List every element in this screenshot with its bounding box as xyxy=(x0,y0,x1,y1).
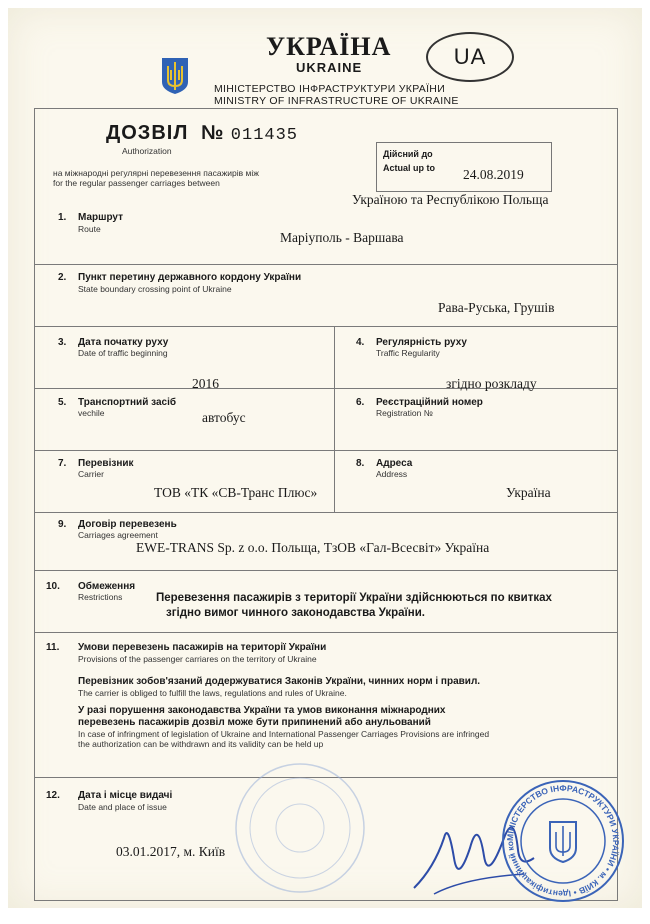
validity-box xyxy=(376,142,552,192)
permit-document xyxy=(8,8,642,908)
field-7-label: Перевізник xyxy=(78,458,134,469)
validity-label-en: Actual up to xyxy=(383,163,435,173)
divider xyxy=(34,512,618,513)
country-code-badge xyxy=(426,32,514,82)
faint-stamp-icon xyxy=(232,760,368,901)
field-2-label-en: State boundary crossing point of Ukraine xyxy=(78,284,232,294)
field-9-label: Договір перевезень xyxy=(78,519,177,530)
permit-description-ua: на міжнародні регулярні перевезення пасажирів між xyxy=(53,168,259,178)
field-9-label-en: Carriages agreement xyxy=(78,530,158,540)
permit-title xyxy=(106,122,298,145)
field-4-value: згідно розкладу xyxy=(446,376,537,391)
field-11-infringement-ua-1: У разі порушення законодавства України та умов виконання міжнародних xyxy=(78,705,446,716)
field-2-number: 2. xyxy=(58,272,67,283)
ministry-name-ua: МІНІСТЕРСТВО ІНФРАСТРУКТУРИ УКРАЇНИ xyxy=(214,83,446,95)
field-5-label-en: vechile xyxy=(78,408,105,418)
field-6-label-en: Registration № xyxy=(376,408,433,418)
field-8-value: Україна xyxy=(506,485,551,500)
field-11-infringement-en-2: the authorization can be withdrawn and its validity can be held up xyxy=(78,739,324,749)
field-11-label-en: Provisions of the passenger carriares on the territory of Ukraine xyxy=(78,654,317,664)
field-12-label: Дата і місце видачі xyxy=(78,790,173,801)
field-11-obligation-ua: Перевізник зобов'язаний додержуватися Законів України, чинних норм і правил. xyxy=(78,676,481,687)
field-10-label: Обмеження xyxy=(78,581,136,592)
field-7-value: ТОВ «ТК «СВ-Транс Плюс» xyxy=(154,485,318,500)
official-stamp xyxy=(500,778,626,904)
validity-label-ua: Дійсний до xyxy=(383,149,433,159)
field-7-label-en: Carrier xyxy=(78,469,104,479)
field-12-number: 12. xyxy=(46,790,60,801)
field-1-label-en: Route xyxy=(78,224,101,234)
field-2-value: Рава-Руська, Грушів xyxy=(438,300,555,315)
field-10-value-line-2: згідно вимог чинного законодавства України. xyxy=(166,607,425,619)
validity-date: 24.08.2019 xyxy=(463,167,524,182)
country-title-ua: УКРАЇНА xyxy=(266,32,392,61)
coat-of-arms-icon xyxy=(160,56,190,96)
field-7-number: 7. xyxy=(58,458,67,469)
permit-number-sign: № xyxy=(200,122,225,144)
divider xyxy=(34,570,618,571)
field-4-label: Регулярність руху xyxy=(376,337,467,348)
field-3-value: 2016 xyxy=(192,376,219,391)
field-3-number: 3. xyxy=(58,337,67,348)
field-3-label-en: Date of traffic beginning xyxy=(78,348,168,358)
field-1-value: Маріуполь - Варшава xyxy=(280,230,404,245)
field-10-number: 10. xyxy=(46,581,60,592)
ministry-name-en: MINISTRY OF INFRASTRUCTURE OF UKRAINE xyxy=(214,95,459,107)
divider xyxy=(34,326,618,327)
divider xyxy=(34,632,618,633)
field-6-label: Реєстраційний номер xyxy=(376,397,483,408)
field-11-label: Умови перевезень пасажирів на території України xyxy=(78,642,327,653)
permit-between-countries: Україною та Республікою Польща xyxy=(352,192,549,207)
divider xyxy=(34,264,618,265)
field-6-number: 6. xyxy=(356,397,365,408)
divider xyxy=(34,450,618,451)
field-3-label: Дата початку руху xyxy=(78,337,169,348)
column-divider xyxy=(334,326,335,512)
field-10-label-en: Restrictions xyxy=(78,592,123,602)
permit-title-ua: ДОЗВІЛ xyxy=(106,122,189,144)
field-5-label: Транспортний засіб xyxy=(78,397,177,408)
field-8-number: 8. xyxy=(356,458,365,469)
field-11-number: 11. xyxy=(46,642,60,653)
field-12-value: 03.01.2017, м. Київ xyxy=(116,844,226,859)
field-8-label-en: Address xyxy=(376,469,408,479)
permit-number: 011435 xyxy=(230,126,299,145)
field-10-value-line-1: Перевезення пасажирів з території України здійснюються по квитках xyxy=(156,592,552,604)
field-12-label-en: Date and place of issue xyxy=(78,802,167,812)
field-9-value: EWE-TRANS Sp. z o.o. Польща, ТзОВ «Гал-Всесвіт» Україна xyxy=(136,540,490,555)
field-9-number: 9. xyxy=(58,519,67,530)
field-1-number: 1. xyxy=(58,212,67,223)
field-8-label: Адреса xyxy=(376,458,413,469)
permit-title-en: Authorization xyxy=(122,146,172,156)
permit-description-en: for the regular passenger carriages between xyxy=(53,178,220,188)
country-code: UA xyxy=(453,44,487,69)
field-2-label: Пункт перетину державного кордону України xyxy=(78,272,302,283)
country-title-en: UKRAINE xyxy=(296,60,363,75)
field-11-infringement-en-1: In case of infringment of legislation of Ukraine and International Passenger Carriages Provisions are infringed xyxy=(78,729,490,739)
field-4-number: 4. xyxy=(356,337,365,348)
field-11-obligation-en: The carrier is obliged to fulfill the laws, regulations and rules of Ukraine. xyxy=(78,688,347,698)
field-5-value: автобус xyxy=(202,410,246,425)
field-5-number: 5. xyxy=(58,397,67,408)
field-4-label-en: Traffic Regularity xyxy=(376,348,440,358)
field-11-infringement-ua-2: перевезень пасажирів дозвіл може бути припинений або анульований xyxy=(78,717,431,728)
stamp-text: МІНІСТЕРСТВО ІНФРАСТРУКТУРИ УКРАЇНИ • м. КИЇВ • Ідентифікаційний ко xyxy=(504,782,622,900)
field-1-label: Маршрут xyxy=(78,212,124,223)
